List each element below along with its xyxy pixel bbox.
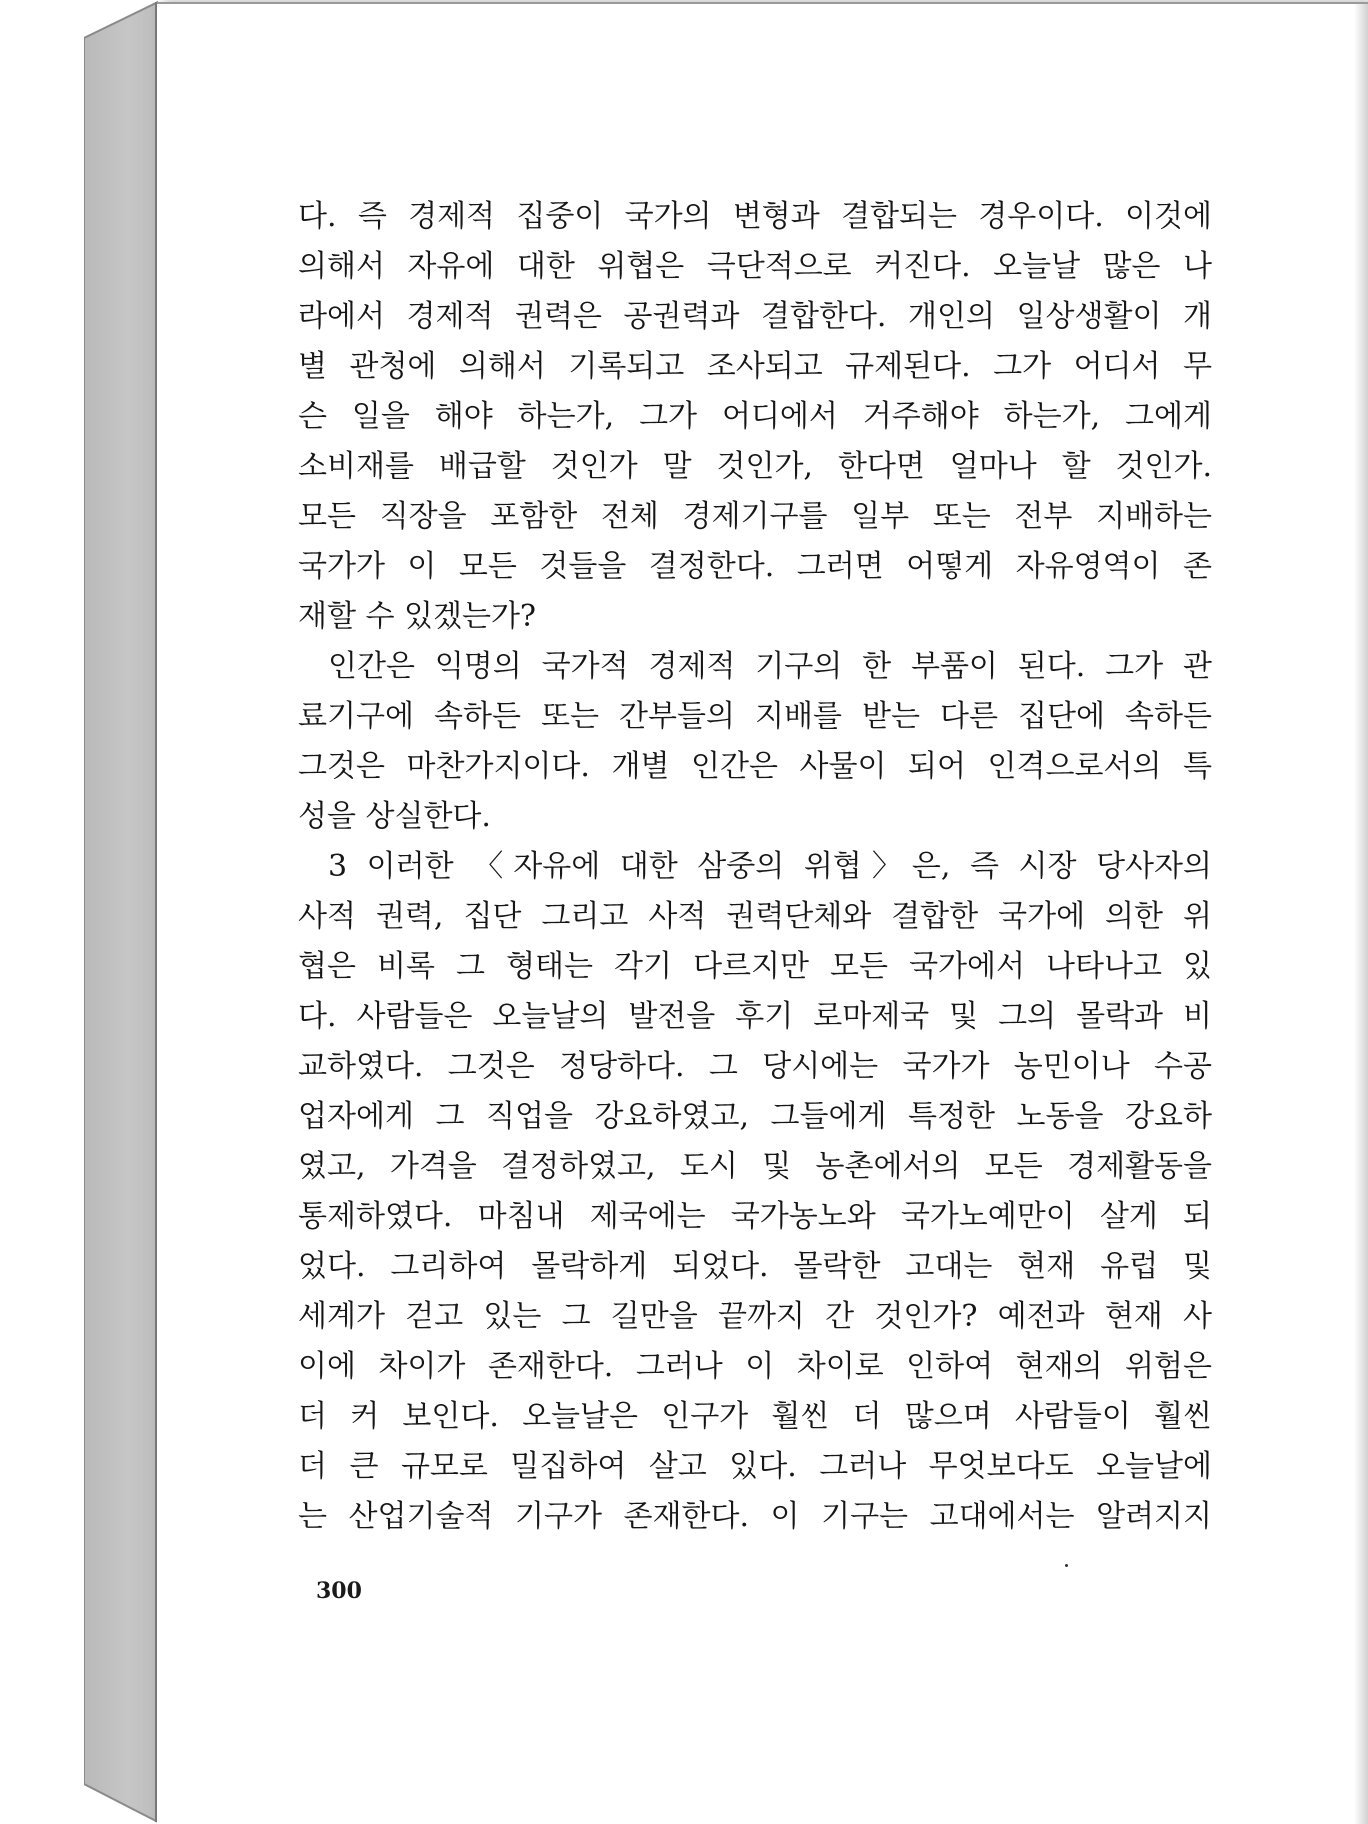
text-line: 세계가 걷고 있는 그 길만을 끝까지 간 것인가? 예전과 현재 사 bbox=[298, 1299, 1212, 1334]
text-line: 의해서 자유에 대한 위협은 극단적으로 커진다. 오늘날 많은 나 bbox=[298, 249, 1212, 284]
text-line: 라에서 경제적 권력은 공권력과 결합한다. 개인의 일상생활이 개 bbox=[298, 299, 1212, 334]
text-line: 소비재를 배급할 것인가 말 것인가, 한다면 얼마나 할 것인가. bbox=[298, 449, 1212, 484]
text-line: 더 큰 규모로 밀집하여 살고 있다. 그러나 무엇보다도 오늘날에 bbox=[298, 1449, 1212, 1484]
text-line: 다. 사람들은 오늘날의 발전을 후기 로마제국 및 그의 몰락과 비 bbox=[298, 999, 1212, 1034]
text-line: 성을 상실한다. bbox=[298, 799, 491, 834]
text-line: 료기구에 속하든 또는 간부들의 지배를 받는 다른 집단에 속하든 bbox=[298, 699, 1212, 734]
text-line: 더 커 보인다. 오늘날은 인구가 훨씬 더 많으며 사람들이 훨씬 bbox=[298, 1399, 1212, 1434]
text-line: 모든 직장을 포함한 전체 경제기구를 일부 또는 전부 지배하는 bbox=[298, 499, 1212, 534]
section-3-start: 3 이러한 〈자유에 대한 삼중의 위협〉은, 즉 시장 당사자의 bbox=[328, 849, 1212, 884]
text-line: 다. 즉 경제적 집중이 국가의 변형과 결합되는 경우이다. 이것에 bbox=[298, 199, 1212, 234]
text-line: 교하였다. 그것은 정당하다. 그 당시에는 국가가 농민이나 수공 bbox=[298, 1049, 1212, 1084]
text-line: 는 산업기술적 기구가 존재한다. 이 기구는 고대에서는 알려지지 bbox=[298, 1499, 1212, 1534]
text-line: 사적 권력, 집단 그리고 사적 권력단체와 결합한 국가에 의한 위 bbox=[298, 899, 1212, 934]
page-body-text bbox=[298, 192, 1212, 1542]
text-line: 었다. 그리하여 몰락하게 되었다. 몰락한 고대는 현재 유럽 및 bbox=[298, 1249, 1212, 1284]
book-spine bbox=[84, 0, 158, 1824]
text-line: 별 관청에 의해서 기록되고 조사되고 규제된다. 그가 어디서 무 bbox=[298, 349, 1212, 384]
text-line: 재할 수 있겠는가? bbox=[298, 599, 537, 634]
text-line: 통제하였다. 마침내 제국에는 국가농노와 국가노예만이 살게 되 bbox=[298, 1199, 1212, 1234]
book-edge-graphic bbox=[84, 0, 158, 1824]
text-line: 그것은 마찬가지이다. 개별 인간은 사물이 되어 인격으로서의 특 bbox=[298, 749, 1212, 784]
page-edge-shadow bbox=[1354, 4, 1368, 1824]
text-line: 이에 차이가 존재한다. 그러나 이 차이로 인하여 현재의 위험은 bbox=[298, 1349, 1212, 1384]
text-line: 업자에게 그 직업을 강요하였고, 그들에게 특정한 노동을 강요하 bbox=[298, 1099, 1212, 1134]
text-line: 국가가 이 모든 것들을 결정한다. 그러면 어떻게 자유영역이 존 bbox=[298, 549, 1212, 584]
text-line: 인간은 익명의 국가적 경제적 기구의 한 부품이 된다. 그가 관 bbox=[328, 649, 1212, 684]
print-speck bbox=[1065, 1564, 1068, 1567]
text-line: 였고, 가격을 결정하였고, 도시 및 농촌에서의 모든 경제활동을 bbox=[298, 1149, 1212, 1184]
text-line: 협은 비록 그 형태는 각기 다르지만 모든 국가에서 나타나고 있 bbox=[298, 949, 1212, 984]
page-number: 300 bbox=[316, 1578, 362, 1604]
text-line: 슨 일을 해야 하는가, 그가 어디에서 거주해야 하는가, 그에게 bbox=[298, 399, 1212, 434]
